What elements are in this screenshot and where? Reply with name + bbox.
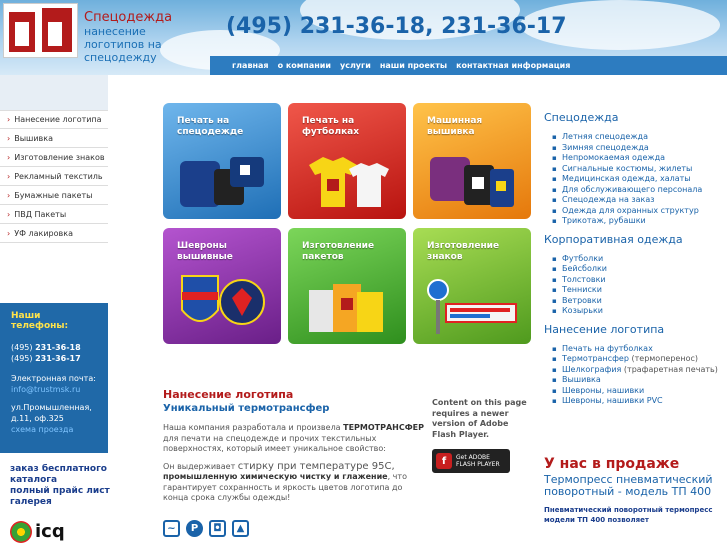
nav-home[interactable]: главная bbox=[232, 61, 269, 70]
article-subheading: Уникальный термотрансфер bbox=[163, 403, 330, 414]
tile-label: Изготовление пакетов bbox=[302, 241, 375, 262]
sidebar-item-paper-bags[interactable] bbox=[0, 186, 108, 205]
sidebar-item-label: ПВД Пакеты bbox=[14, 209, 67, 219]
contacts-heading: Наши телефоны: bbox=[11, 311, 69, 331]
list-item[interactable]: ▪ Вышивка bbox=[562, 375, 727, 386]
tile-label: Шевроны вышивные bbox=[177, 241, 233, 262]
scheme-link[interactable]: схема проезда bbox=[11, 425, 74, 434]
chevron-right-icon: › bbox=[7, 171, 11, 181]
list-item[interactable]: ▪ Футболки bbox=[562, 254, 727, 265]
list-item[interactable]: ▪ Бейсболки bbox=[562, 264, 727, 275]
workwear-icon bbox=[174, 151, 270, 211]
list-item[interactable]: ▪ Шелкография (трафаретная печать) bbox=[562, 365, 727, 376]
iron-icon: ▲ bbox=[232, 520, 249, 537]
on-sale-block bbox=[544, 456, 727, 525]
corporate-list bbox=[538, 254, 727, 317]
price-link[interactable]: полный прайс лист bbox=[10, 486, 110, 496]
article-paragraph-1: Наша компания разработала и произвела ТЕРМОТРАНСФЕР для печати на спецодежде и прочих текстильных поверхностях, который имеет уникальное свойство: bbox=[163, 423, 425, 453]
flash-badge-top: Get ADOBE bbox=[456, 454, 490, 461]
tile-machine-embroidery[interactable] bbox=[413, 103, 531, 219]
list-item[interactable]: ▪ Термотрансфер (термоперенос) bbox=[562, 354, 727, 365]
address-line-2: д.11, оф.325 bbox=[11, 414, 64, 423]
top-nav bbox=[210, 56, 727, 75]
list-item[interactable]: ▪ Шевроны, нашивки bbox=[562, 386, 727, 397]
list-item[interactable]: ▪ Тенниски bbox=[562, 285, 727, 296]
chevron-right-icon: › bbox=[7, 190, 11, 200]
nav-contacts[interactable]: контактная информация bbox=[456, 61, 571, 70]
tile-label: Изготовление знаков bbox=[427, 241, 500, 262]
email-link[interactable]: info@trustmsk.ru bbox=[11, 385, 81, 394]
gallery-link[interactable]: галерея bbox=[10, 497, 52, 507]
sidebar-item-pvd-bags[interactable] bbox=[0, 205, 108, 224]
icq-badge[interactable] bbox=[10, 518, 80, 545]
chevron-patch-icon bbox=[174, 272, 270, 336]
flash-notice bbox=[432, 398, 532, 473]
list-item[interactable]: ▪ Зимняя спецодежда bbox=[562, 143, 727, 154]
article-paragraph-2: Он выдерживает стирку при температуре 95С, промышленную химическую чистку и глажение, что гарантирует сохранность и яркость цветов логотипа до конца срока службы одежды! bbox=[163, 460, 407, 502]
header-phones: (495) 231-36-18, 231-36-17 bbox=[226, 14, 567, 39]
embroidery-icon bbox=[424, 151, 520, 211]
tshirt-icon bbox=[299, 151, 395, 211]
service-tiles bbox=[163, 103, 533, 343]
list-item[interactable]: ▪ Козырьки bbox=[562, 306, 727, 317]
tile-chevrons[interactable] bbox=[163, 228, 281, 344]
left-links bbox=[10, 464, 140, 508]
sidebar-menu bbox=[0, 110, 108, 243]
article-heading: Нанесение логотипа bbox=[163, 388, 294, 401]
main-article bbox=[163, 388, 430, 511]
phone-line-1: (495) 231-36-18 bbox=[11, 343, 81, 352]
brand-title: Спецодежда bbox=[84, 10, 173, 25]
brand-subtitle: нанесение логотипов на спецодежду bbox=[84, 25, 162, 64]
section-title-workwear[interactable]: Спецодежда bbox=[544, 111, 619, 124]
list-item[interactable]: ▪ Одежда для охранных структур bbox=[562, 206, 727, 217]
flash-icon: f bbox=[436, 453, 452, 469]
bag-icon bbox=[299, 276, 395, 336]
chevron-right-icon: › bbox=[7, 228, 11, 238]
list-item[interactable]: ▪ Сигнальные костюмы, жилеты bbox=[562, 164, 727, 175]
sidebar-item-logo-printing[interactable] bbox=[0, 110, 108, 129]
flash-badge-bottom: FLASH PLAYER bbox=[456, 461, 500, 468]
tile-bags[interactable] bbox=[288, 228, 406, 344]
workwear-list bbox=[538, 132, 727, 227]
dry-clean-p-icon: P bbox=[186, 520, 203, 537]
address-line-1: ул.Промышленная, bbox=[11, 403, 92, 412]
chevron-right-icon: › bbox=[7, 209, 11, 219]
sidebar-item-label: Изготовление знаков bbox=[14, 152, 105, 162]
list-item[interactable]: ▪ Печать на футболках bbox=[562, 344, 727, 355]
flash-text: Content on this page requires a newer version of Adobe Flash Player. bbox=[432, 398, 527, 439]
nav-services[interactable]: услуги bbox=[339, 61, 371, 70]
section-title-logo[interactable]: Нанесение логотипа bbox=[544, 322, 665, 336]
phone-line-2: (495) 231-36-17 bbox=[11, 354, 81, 363]
contact-box bbox=[0, 303, 108, 453]
list-item[interactable]: ▪ Шевроны, нашивки PVC bbox=[562, 396, 727, 407]
list-item[interactable]: ▪ Непромокаемая одежда bbox=[562, 153, 727, 164]
catalog-link[interactable]: заказ бесплатного каталога bbox=[10, 464, 107, 485]
sale-description: Пневматический поворотный термопресс модели ТП 400 позволяет bbox=[544, 506, 713, 524]
list-item[interactable]: ▪ Для обслуживающего персонала bbox=[562, 185, 727, 196]
sidebar-item-embroidery[interactable] bbox=[0, 129, 108, 148]
chevron-right-icon: › bbox=[7, 133, 11, 143]
sidebar-top-strip bbox=[0, 75, 108, 110]
list-item[interactable]: ▪ Толстовки bbox=[562, 275, 727, 286]
logo[interactable] bbox=[3, 3, 78, 58]
chevron-right-icon: › bbox=[7, 152, 11, 162]
section-title-corporate[interactable]: Корпоративная одежда bbox=[544, 232, 683, 246]
tumble-dry-icon: ◘ bbox=[209, 520, 226, 537]
sale-heading: У нас в продаже bbox=[544, 456, 680, 472]
tile-workwear-print[interactable] bbox=[163, 103, 281, 219]
list-item[interactable]: ▪ Летняя спецодежда bbox=[562, 132, 727, 143]
tile-label: Печать на спецодежде bbox=[177, 116, 244, 137]
care-icons bbox=[163, 520, 249, 537]
nav-about[interactable]: о компании bbox=[277, 61, 331, 70]
sale-product-link[interactable]: Термопресс пневматический поворотный - модель ТП 400 bbox=[544, 473, 713, 498]
list-item[interactable]: ▪ Ветровки bbox=[562, 296, 727, 307]
list-item[interactable]: ▪ Медицинская одежда, халаты bbox=[562, 174, 727, 185]
get-flash-button[interactable] bbox=[432, 449, 510, 473]
tile-label: Машинная вышивка bbox=[427, 116, 483, 137]
logo-list bbox=[538, 344, 727, 407]
icq-label: icq bbox=[35, 521, 65, 542]
sidebar-item-uv-lacquer[interactable] bbox=[0, 224, 108, 243]
sidebar-item-label: УФ лакировка bbox=[14, 228, 73, 238]
tile-signs[interactable] bbox=[413, 228, 531, 344]
email-label: Электронная почта: bbox=[11, 374, 96, 383]
wash-tub-icon: ~ bbox=[163, 520, 180, 537]
tile-label: Печать на футболках bbox=[302, 116, 360, 137]
list-item[interactable]: ▪ Спецодежда на заказ bbox=[562, 195, 727, 206]
right-column bbox=[538, 103, 727, 407]
nav-projects[interactable]: наши проекты bbox=[379, 61, 448, 70]
header bbox=[0, 0, 727, 75]
chevron-right-icon: › bbox=[7, 115, 11, 124]
sidebar-item-label: Нанесение логотипа bbox=[14, 115, 102, 124]
sidebar-item-label: Вышивка bbox=[14, 133, 53, 143]
icq-flower-icon bbox=[10, 521, 32, 543]
road-sign-icon bbox=[424, 276, 520, 336]
tile-tshirt-print[interactable] bbox=[288, 103, 406, 219]
sidebar-item-label: Бумажные пакеты bbox=[14, 190, 93, 200]
sidebar-item-label: Рекламный текстиль bbox=[14, 171, 103, 181]
sidebar-item-signs[interactable] bbox=[0, 148, 108, 167]
sidebar-item-textile[interactable] bbox=[0, 167, 108, 186]
list-item[interactable]: ▪ Трикотаж, рубашки bbox=[562, 216, 727, 227]
